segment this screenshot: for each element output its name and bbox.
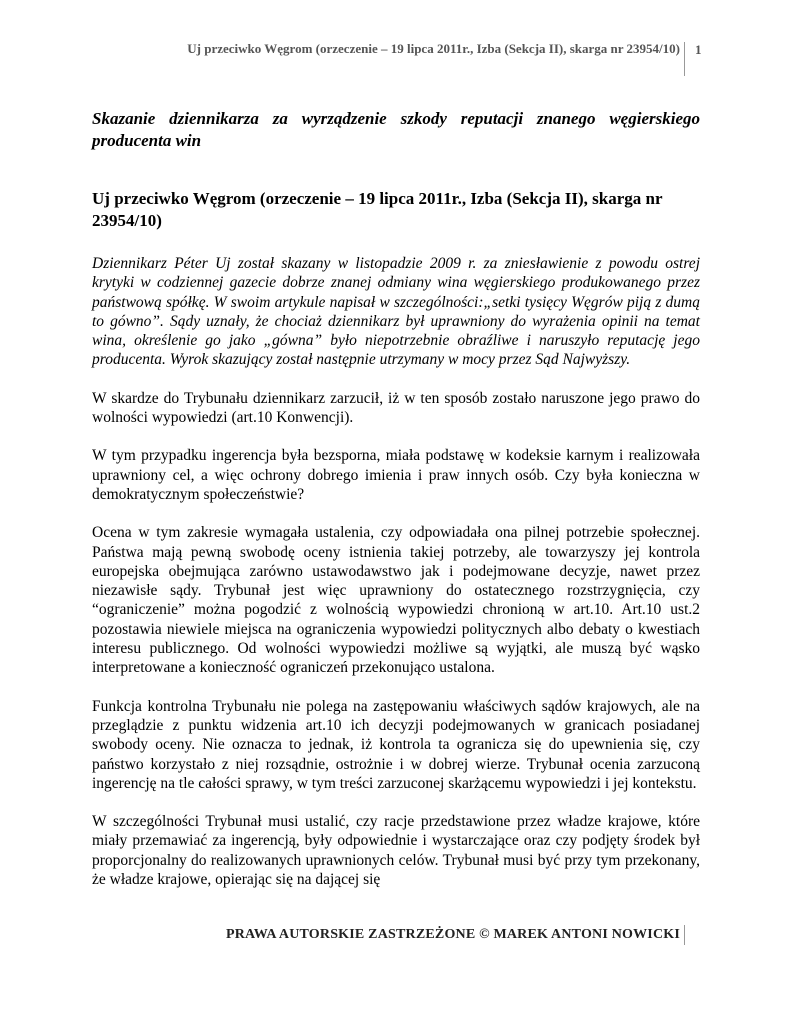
document-subtitle: Skazanie dziennikarza za wyrządzenie szkody reputacji znanego węgierskiego producenta win: [92, 109, 700, 150]
paragraph: W skardze do Trybunału dziennikarz zarzucił, iż w ten sposób zostało naruszone jego prawo do wolności wypowiedzi (art.10 Konwencji).: [92, 389, 700, 427]
paragraph: Funkcja kontrolna Trybunału nie polega na zastępowaniu właściwych sądów krajowych, ale na przeglądzie z punktu widzenia art.10 ich decyzji podejmowanych w granicach posiadanej swobody oceny. Nie oznacza to jednak, iż kontrola ta ogranicza się do upewnienia się, czy państwo korzystało z niej rozsądnie, ostrożnie i w dobrej wierze. Trybunał ocenia zarzuconą ingerencję na tle całości sprawy, w tym treści zarzuconej skarżącemu wypowiedzi i jej kontekstu.: [92, 697, 700, 792]
paragraph: W szczególności Trybunał musi ustalić, czy racje przedstawione przez władze krajowe, które miały przemawiać za ingerencją, były odpowiednie i wystarczające oraz czy podjęty środek był proporcjonalny do realizowanych uprawnionych celów. Trybunał musi być przy tym przekonany, że władze krajowe, opierając się na dającej się: [92, 813, 700, 889]
running-header: Uj przeciwko Węgrom (orzeczenie – 19 lipca 2011r., Izba (Sekcja II), skarga nr 23954/10): [187, 41, 680, 56]
paragraph: W tym przypadku ingerencja była bezsporna, miała podstawę w kodeksie karnym i realizowała uprawniony cel, a więc ochrony dobrego imienia i praw innych osób. Czy była konieczna w demokratycznym społeczeństwie?: [92, 447, 700, 503]
case-summary: Dziennikarz Péter Uj został skazany w listopadzie 2009 r. za zniesławienie z powodu ostrej krytyki w codziennej gazecie dobrze znanej odmiany wina węgierskiego produkowanego przez państwową spółkę. W swoim artykule napisał w szczególności:„setki tysięcy Węgrów piją z dumą to gówno”. Sądy uznały, że chociaż dziennikarz był uprawniony do wyrażenia opinii na temat wina, określenie go jako „gówna” było niepotrzebnie obraźliwe i naruszyło reputację jego producenta. Wyrok skazujący został następnie utrzymany w mocy przez Sąd Najwyższy.: [92, 255, 700, 369]
document-body: [92, 108, 700, 908]
copyright-footer: PRAWA AUTORSKIE ZASTRZEŻONE © MAREK ANTONI NOWICKI: [225, 927, 680, 942]
footer-divider: [684, 925, 685, 945]
paragraph: Ocena w tym zakresie wymagała ustalenia, czy odpowiadała ona pilnej potrzebie społecznej. Państwa mają pewną swobodę oceny istnienia takiej potrzeby, ale towarzyszy jej kontrola europejska obejmująca zarówno ustawodawstwo jak i podejmowane decyzje, nawet przez niezawisłe sądy. Trybunał jest więc uprawniony do ostatecznego rozstrzygnięcia, czy “ograniczenie” można pogodzić z wolnością wypowiedzi chronioną w art.10. Art.10 ust.2 pozostawia niewiele miejsca na ograniczenia wypowiedzi politycznych albo debaty o kwestiach interesu publicznego. Od wolności wypowiedzi możliwe są wyjątki, ale muszą być wąsko interpretowane a konieczność ograniczeń przekonująco ustalona.: [92, 524, 700, 677]
page-number: 1: [684, 42, 717, 76]
document-title: Uj przeciwko Węgrom (orzeczenie – 19 lipca 2011r., Izba (Sekcja II), skarga nr 23954/10): [92, 189, 663, 230]
